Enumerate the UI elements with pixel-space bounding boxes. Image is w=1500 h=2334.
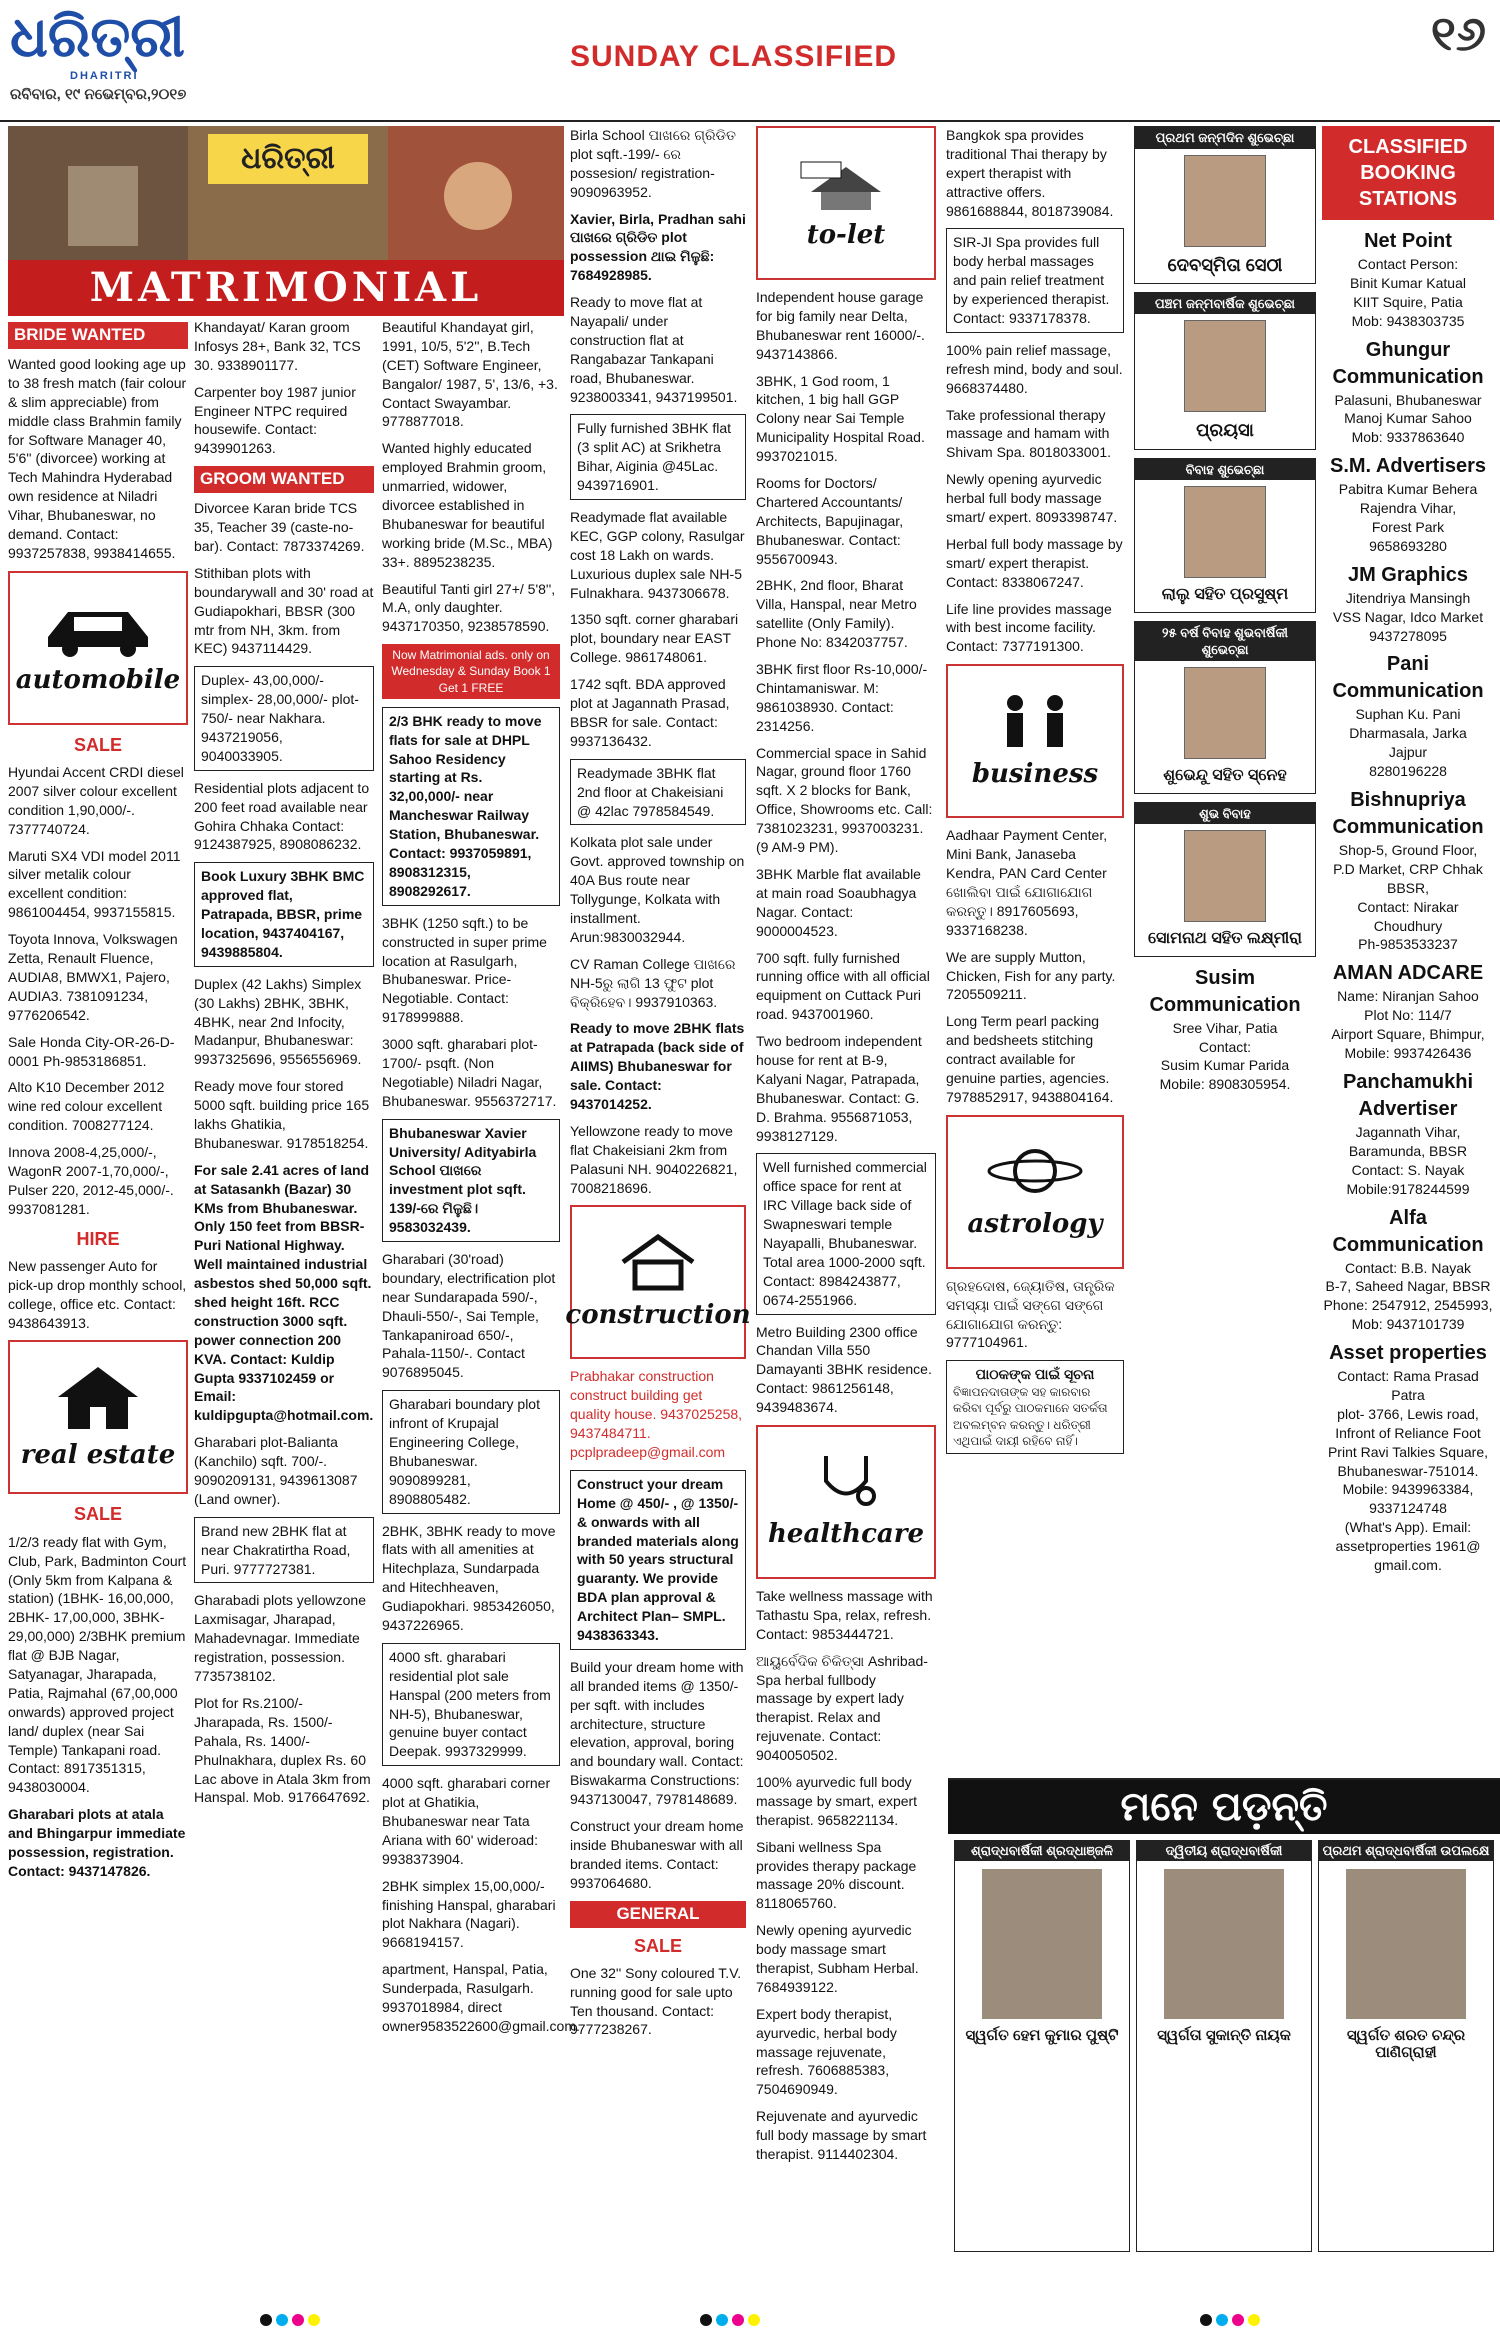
registration-dot-icon — [292, 2314, 304, 2326]
greeting-photo — [1184, 320, 1266, 412]
planet-icon — [985, 1141, 1085, 1201]
classified-ad: Sale Honda City-OR-26-D-0001 Ph-9853186851. — [8, 1033, 175, 1069]
boxed-ad: Bhubaneswar Xavier University/ Adityabirla School ପାଖରେ investment plot sqft. 139/-ରେ ମିଳୁଛି। 9583032439. — [382, 1119, 560, 1242]
remembrance-name: ସ୍ୱର୍ଗତା ସୁକାନ୍ତି ନାୟକ — [1157, 2027, 1291, 2044]
classified-ad: Aadhaar Payment Center, Mini Bank, Janaseba Kendra, PAN Card Center ଖୋଲିବା ପାଇଁ ଯୋଗାଯୋଗ କରନ୍ତୁ। 8917605693, 9337168238. — [946, 827, 1108, 938]
susim-person: Susim Kumar Parida — [1160, 1057, 1290, 1074]
susim-contact-label: Contact: — [1198, 1038, 1252, 1055]
remembrance-photo — [1164, 1869, 1284, 2019]
station-line: Plot No: 114/7 — [1364, 1007, 1452, 1024]
station-line: VSS Nagar, Idco Market — [1332, 608, 1484, 625]
classified-ad: 3BHK, 1 God room, 1 kitchen, 1 big hall GGP Colony near Sai Temple Municipality Hospital Road. 9937021015. — [756, 372, 925, 465]
greeting-photo — [1184, 830, 1266, 922]
house-outline-icon — [613, 1232, 703, 1292]
column-3 — [382, 318, 580, 2278]
business-label: business — [971, 758, 1099, 789]
boxed-ad: Gharabari boundary plot infront of Krupajal Engineering College, Bhubaneswar. 9090899281, 8908805482. — [382, 1390, 560, 1513]
classified-ad: 3BHK first floor Rs-10,000/- Chintamaniswar. M: 9861038930. Contact: 2314256. — [756, 661, 928, 734]
classified-ad: ଆୟୁର୍ବେଦିକ ଚିକିତ୍ସା Ashribad-Spa herbal fullbody massage by expert lady therapist. Relax and rejuvenate. Contact: 9040050502. — [756, 1652, 928, 1764]
classified-ad: Rejuvenate and ayurvedic full body massage by smart therapist. 9114402304. — [756, 2108, 927, 2163]
classified-ad: Herbal full body massage by smart/ expert therapist. Contact: 8338067247. — [946, 535, 1123, 590]
registration-dot-icon — [716, 2314, 728, 2326]
classified-ad: Duplex (42 Lakhs) Simplex (30 Lakhs) 2BHK, 3BHK, 4BHK, near 2nd Infocity, Madanpur, Bhubaneswar: 9937325696, 9556556969. — [194, 975, 362, 1068]
car-icon — [38, 597, 158, 657]
construction-label: construction — [565, 1299, 751, 1330]
print-registration-marks — [0, 2304, 1500, 2334]
column-6 — [946, 126, 1124, 1766]
boxed-ad: Construct your dream Home @ 450/- , @ 1350/- & onwards with all branded materials along with 50 years structural guaranty. We provide BDA plan approval & Architect Plan– SMPL. 9438363343. — [570, 1470, 746, 1650]
classified-ad: Divorcee Karan bride TCS 35, Teacher 39 (caste-no-bar). Contact: 7873374269. — [194, 500, 365, 554]
booking-station — [1322, 228, 1494, 331]
classified-ad: We are supply Mutton, Chicken, Fish for any party. 7205509211. — [946, 948, 1116, 1003]
greeting-photo — [1184, 155, 1266, 247]
remembrance-cards — [948, 1834, 1500, 2258]
page-number: ୧୬ — [1430, 6, 1486, 62]
remembrance-photo — [982, 1869, 1102, 2019]
classified-ad: 1742 sqft. BDA approved plot at Jagannath Prasad, BBSR for sale. Contact: 9937136432. — [570, 676, 730, 749]
classified-ad: 100% pain relief massage, refresh mind, body and soul. 9668374480. — [946, 341, 1123, 396]
station-name: Pani Communication — [1332, 653, 1484, 703]
astrology-category — [946, 1115, 1124, 1269]
station-line: Name: Niranjan Sahoo — [1337, 988, 1479, 1005]
classified-ad: apartment, Hanspal, Patia, Sunderpada, Rasulgarh. 9937018984, direct owner9583522600@gmail.com. — [382, 1961, 580, 2034]
boxed-ad: Well furnished commercial office space for rent at IRC Village back side of Swapneswari temple Nayapalli, Bhubaneswar. Total area 1000-2000 sqft. Contact: 8984243877, 0674-2551966. — [756, 1153, 936, 1314]
classified-ad: Metro Building 2300 office Chandan Villa 550 Damayanti 3BHK residence. Contact: 9861256148, 9439483674. — [756, 1323, 932, 1416]
automobile-label: automobile — [15, 665, 181, 696]
station-line: Contact Person: — [1357, 256, 1459, 272]
column-2 — [194, 318, 374, 2278]
station-line: Jagannath Vihar, — [1355, 1123, 1461, 1140]
registration-dot-icon — [260, 2314, 272, 2326]
registration-dot-icon — [1216, 2314, 1228, 2326]
classified-ad: Prabhakar construction construct building get quality house. 9437025258, 9437484711. pcplpradeep@gmail.com — [570, 1368, 743, 1460]
station-line: Mobile:9178244599 — [1346, 1180, 1470, 1197]
classified-ad: Toyota Innova, Volkswagen Zetta, Renault Fluence, AUDIA8, BMWX1, Pajero, AUDIA3. 7381091234, 9776206542. — [8, 931, 178, 1023]
classified-ad: Gharabari plots at atala and Bhingarpur immediate possession, registration. Contact: 9437147826. — [8, 1806, 186, 1879]
station-line: Mobile: 9439963384, — [1342, 1481, 1474, 1498]
real-estate-category — [8, 1340, 188, 1494]
classified-ad: Alto K10 December 2012 wine red colour excellent condition. 7008277124. — [8, 1079, 165, 1134]
susim-mobile: Mobile: 8908305954. — [1159, 1076, 1291, 1093]
station-name: Asset properties — [1329, 1342, 1487, 1365]
classified-ad: 3BHK (1250 sqft.) to be constructed in super prime location at Rasulgarh, Bhubaneswar. Price-Negotiable. Contact: 9178999888. — [382, 914, 547, 1026]
classified-ad: Hyundai Accent CRDI diesel 2007 silver colour excellent condition 1,90,000/-. 7377740724. — [8, 764, 184, 837]
station-name: JM Graphics — [1347, 563, 1469, 586]
registration-dot-icon — [748, 2314, 760, 2326]
column-4 — [565, 126, 751, 2276]
booking-station — [1322, 1069, 1494, 1199]
reader-notice — [946, 1360, 1124, 1454]
automobile-sale-heading: SALE — [73, 734, 122, 755]
matrimonial-title: MATRIMONIAL — [8, 260, 564, 316]
boxed-ad: SIR-JI Spa provides full body herbal massages and pain relief treatment by experienced therapist. Contact: 9337178378. — [946, 228, 1124, 332]
matrimonial-banner — [8, 126, 564, 316]
hire-heading: HIRE — [76, 1228, 120, 1249]
station-line: Print Ravi Talkies Square, — [1327, 1443, 1489, 1460]
remembrance-card — [954, 1840, 1130, 2252]
remembrance-card-heading: ଶ୍ରାଦ୍ଧବାର୍ଷିକୀ ଶ୍ରଦ୍ଧାଞ୍ଜଳି — [955, 1841, 1129, 1861]
remembrance-title: ମନେ ପଡ଼ନ୍ତି — [948, 1780, 1500, 1834]
booking-station — [1322, 453, 1494, 556]
remembrance-card — [1136, 1840, 1312, 2252]
classified-ad: Readymade flat available KEC, GGP colony, Rasulgar cost 18 Lakh on wards. Luxurious duplex sale NH-5 Fulnakhara. 9437306678. — [570, 509, 745, 601]
boxed-ad: 4000 sft. gharabari residential plot sale Hanspal (200 meters from NH-5), Bhubaneswar, genuine buyer contact Deepak. 9937329999. — [382, 1643, 560, 1766]
classified-ad: 3000 sqft. gharabari plot- 1700/- psqft. (Non Negotiable) Niladri Nagar, Bhubaneswar. 9556372717. — [382, 1036, 557, 1109]
registration-dot-icon — [700, 2314, 712, 2326]
column-7 — [1134, 126, 1316, 1766]
greeting-name: ଦେବସ୍ମିତା ସେଠୀ — [1167, 254, 1283, 275]
station-line: Contact: Rama Prasad Patra — [1337, 1368, 1479, 1403]
classified-ad: Commercial space in Sahid Nagar, ground floor 1760 sqft. X 2 blocks for Bank, Office, Showrooms etc. Call: 7381023231, 9937003231. (9 AM-9 PM). — [756, 744, 933, 856]
classified-ad: CV Raman College ପାଖରେ NH-5ରୁ ଲାଗି 13 ଫୁଟ plot ବିକ୍ରିହେବ। 9937910363. — [570, 955, 736, 1010]
classified-ad: Maruti SX4 VDI model 2011 silver metalik colour excellent condition: 9861004454, 9937155815. — [8, 847, 181, 921]
classified-ad: Take professional therapy massage and hamam with Shivam Spa. 8018033001. — [946, 406, 1112, 461]
greeting-heading: ପଞ୍ଚମ ଜନ୍ମବାର୍ଷିକ ଶୁଭେଚ୍ଛା — [1135, 293, 1315, 315]
station-line: KIIT Squire, Patia — [1353, 293, 1463, 310]
station-line: 8280196228 — [1369, 763, 1447, 780]
station-line: Infront of Reliance Foot — [1335, 1424, 1481, 1441]
construction-category — [565, 1205, 751, 1359]
booking-station — [1322, 960, 1494, 1063]
classified-ad: Gharabadi plots yellowzone Laxmisagar, Jharapad, Mahadevnagar. Immediate registration, possession. 7735738102. — [194, 1592, 366, 1685]
station-line: Phone: 2547912, 2545993, — [1323, 1297, 1493, 1314]
registration-dot-icon — [308, 2314, 320, 2326]
classified-ad: 4000 sqft. gharabari corner plot at Ghatikia, Bhubaneswar near Tata Ariana with 60' wideroad: 9938373904. — [382, 1775, 551, 1867]
greeting-heading: ଶୁଭ ବିବାହ — [1135, 803, 1315, 825]
classified-ad: Residential plots adjacent to 200 feet road available near Gohira Chhaka Contact: 9124387925, 8908086232. — [194, 779, 370, 853]
greeting-heading: ୨୫ ବର୍ଷ ବିବାହ ଶୁଭବାର୍ଷିକୀ ଶୁଭେଚ୍ଛା — [1135, 622, 1315, 661]
boxed-ad: Duplex- 43,00,000/- simplex- 28,00,000/- plot-750/- near Nakhara. 9437219056, 9040033905. — [194, 666, 374, 770]
booking-station — [1322, 562, 1494, 646]
bride-wanted-heading: BRIDE WANTED — [8, 322, 188, 349]
booking-station — [1322, 651, 1494, 781]
classified-ad: Construct your dream home inside Bhubaneswar with all branded items. Contact: 9937064680. — [570, 1818, 744, 1891]
classified-ad: 700 sqft. fully furnished running office with all official equipment on Cuttack Puri road. 9437001960. — [756, 949, 930, 1023]
registration-dot-icon — [732, 2314, 744, 2326]
classified-ad: Life line provides massage with best income facility. Contact: 7377191300. — [946, 600, 1112, 655]
groom-wanted-heading: GROOM WANTED — [194, 466, 374, 493]
remembrance-photo — [1346, 1869, 1466, 2019]
classified-ad: 100% ayurvedic full body massage by smart, expert therapist. 9658221134. — [756, 1774, 918, 1828]
newspaper-logo-sub: DHARITRI — [70, 70, 139, 82]
classified-ad: Gharabari (30'road) boundary, electrification plot near Sundarapada 590/-, Dhauli-550/-, Sai Temple, Tankapaniroad 650/-, Pahala-1150/-. Contact 9076895045. — [382, 1250, 556, 1381]
classified-ad: Independent house garage for big family near Delta, Bhubaneswar rent 16000/-. 9437143866. — [756, 289, 925, 362]
station-name: Panchamukhi Advertiser — [1342, 1070, 1474, 1120]
column-5 — [756, 126, 936, 2276]
station-name: Alfa Communication — [1332, 1206, 1484, 1256]
station-line: 9337124748 — [1369, 1500, 1447, 1517]
registration-dot-icon — [1200, 2314, 1212, 2326]
astrology-label: astrology — [967, 1209, 1103, 1240]
station-line: Ph-9853533237 — [1358, 936, 1458, 953]
boxed-ad: Brand new 2BHK flat at near Chakratirtha Road, Puri. 9777727381. — [194, 1517, 374, 1584]
classified-ad: Take wellness massage with Tathastu Spa, relax, refresh. Contact: 9853444721. — [756, 1587, 933, 1642]
station-name: Bishnupriya Communication — [1332, 789, 1484, 839]
station-line: B-7, Saheed Nagar, BBSR — [1325, 1278, 1491, 1295]
classified-ad: 3BHK Marble flat available at main road Soaubhagya Nagar. Contact: 9000004523. — [756, 865, 921, 939]
real-estate-sale-heading: SALE — [73, 1504, 122, 1525]
dateline: ରବିବାର, ୧୯ ନଭେମ୍ବର,୨୦୧୭ — [10, 86, 187, 103]
classified-ad: Rooms for Doctors/ Chartered Accountants/ Architects, Bapujinagar, Bhubaneswar. Contact: 9556700943. — [756, 475, 904, 567]
greeting-card — [1134, 621, 1316, 794]
station-line: 9658693280 — [1369, 537, 1447, 554]
station-name: Ghungur Communication — [1332, 338, 1484, 388]
to-let-sign-icon — [791, 152, 901, 212]
remembrance-card-heading: ପ୍ରଥମ ଶ୍ରାଦ୍ଧବାର୍ଷିକୀ ଉପଲକ୍ଷେ — [1319, 1841, 1493, 1861]
stethoscope-icon — [806, 1451, 886, 1511]
classified-ad: Beautiful Khandayat girl, 1991, 10/5, 5'2'', B.Tech (CET) Software Engineer, Bangalor/ 1987, 5', 13/6, +3. Contact Swayambar. 9778877018. — [382, 319, 558, 430]
station-line: Manoj Kumar Sahoo — [1344, 410, 1472, 427]
classified-ad: Long Term pearl packing and bedsheets stitching contract available for genuine parties, agencies. 7978852917, 9438804164. — [946, 1013, 1114, 1105]
classified-ad: Yellowzone ready to move flat Chakeisiani 2km from Palasuni NH. 9040226821, 7008218696. — [570, 1122, 738, 1196]
classified-ad: 1350 sqft. corner gharabari plot, boundary near EAST College. 9861748061. — [570, 611, 739, 666]
classified-ad: Kolkata plot sale under Govt. approved township on 40A Bus route near Tollygunge, Kolkata with installment. Arun:9830032944. — [570, 834, 745, 945]
business-people-icon — [985, 691, 1085, 751]
greeting-card — [1134, 458, 1316, 613]
station-line: Jitendriya Mansingh — [1345, 589, 1471, 606]
station-line: Contact: B.B. Nayak — [1344, 1259, 1472, 1276]
station-line: Forest Park — [1371, 519, 1445, 536]
greeting-name: ଶୁଭେନ୍ଦୁ ସହିତ ସ୍ନେହ — [1163, 766, 1287, 784]
station-line: Mobile: 9937426436 — [1344, 1045, 1472, 1062]
classified-ad: 1/2/3 ready flat with Gym, Club, Park, Badminton Court (Only 5km from Kalpana & station) (1BHK- 16,00,000, 2BHK- 17,00,000, 3BHK- 29,00,000) 2/3BHK premium flat @ BJB Nagar, Satyanagar, Jharapada, Patia, Rajmahal (67,00,000 onwards) approved project land/ duplex (near Sai Temple) Tankapani road. Contact: 8917351315, 9438030004. — [8, 1533, 187, 1796]
station-line: Pabitra Kumar Behera — [1338, 481, 1478, 498]
classified-ad: Beautiful Tanti girl 27+/ 5'8'', M.A, only daughter. 9437170350, 9238578590. — [382, 580, 556, 635]
station-line: 9437278095 — [1369, 627, 1447, 644]
station-line: Mob: 9438303735 — [1351, 312, 1465, 329]
house-icon — [48, 1362, 148, 1432]
general-heading: GENERAL — [570, 1901, 746, 1928]
remembrance-card-heading: ଦ୍ୱିତୀୟ ଶ୍ରାଦ୍ଧବାର୍ଷିକୀ — [1137, 1841, 1311, 1861]
greeting-photo — [1184, 486, 1266, 578]
station-line: (What's App). Email: — [1344, 1519, 1472, 1536]
station-line: plot- 3766, Lewis road, — [1337, 1405, 1479, 1422]
booking-station — [1322, 1340, 1494, 1575]
station-line: gmail.com. — [1374, 1556, 1442, 1573]
boxed-ad: 2/3 BHK ready to move flats for sale at DHPL Sahoo Residency starting at Rs. 32,00,000/- near Mancheswar Railway Station, Bhubaneswar. Contact: 9937059891, 8908312315, 8908292617. — [382, 707, 560, 906]
classified-ad: ଗ୍ରହଦୋଷ, ଜ୍ୟୋତିଷ, ତାନ୍ତ୍ରିକ ସମସ୍ୟା ପାଇଁ ସଙ୍ଗେ ସଙ୍ଗେ ଯୋଗାଯୋଗ କରନ୍ତୁ: 9777104961. — [946, 1277, 1115, 1351]
matrimonial-notice: Now Matrimonial ads. only on Wednesday & Sunday Book 1 Get 1 FREE — [382, 644, 560, 699]
masthead — [0, 0, 1500, 122]
greeting-card — [1134, 802, 1316, 957]
greeting-heading: ପ୍ରଥମ ଜନ୍ମଦିନ ଶୁଭେଚ୍ଛା — [1135, 127, 1315, 149]
station-line: Jajpur — [1388, 744, 1428, 761]
classified-ad: Build your dream home with all branded items @ 1350/- per sqft. with includes architecture, structure elevation, approval, boring and boundary wall. Contact: Biswakarma Constructions: 9437130047, 7978148689. — [570, 1658, 744, 1808]
classified-ad: Expert body therapist, ayurvedic, herbal body massage rejuvenate, refresh. 7606885383, 7504690949. — [756, 2005, 897, 2098]
remembrance-card — [1318, 1840, 1494, 2252]
susim-name: Susim Communication — [1149, 966, 1301, 1016]
susim-communication-ad — [1134, 965, 1316, 1095]
classified-ad: Ready to move flat at Nayapali/ under construction flat at Rangabazar Tankapani road, Bhubaneswar. 9238003341, 9437199501. — [570, 294, 738, 405]
remembrance-name: ସ୍ୱର୍ଗତ ହେମ କୁମାର ପୁଷ୍ଟି — [965, 2027, 1119, 2044]
greeting-card — [1134, 126, 1316, 284]
station-line: Palasuni, Bhubaneswar — [1334, 391, 1482, 408]
station-line: BBSR, — [1386, 879, 1429, 896]
station-name: Net Point — [1364, 230, 1452, 252]
boxed-ad: Readymade 3BHK flat 2nd floor at Chakeisiani @ 42lac 7978584549. — [570, 759, 746, 826]
booking-stations-heading: CLASSIFIED BOOKING STATIONS — [1322, 126, 1494, 220]
station-line: Bhubaneswar-751014. — [1337, 1462, 1479, 1479]
boxed-ad: Book Luxury 3BHK BMC approved flat, Patrapada, BBSR, prime location, 9437404167, 9439885804. — [194, 862, 374, 966]
classified-ad: Wanted highly educated employed Brahmin groom, unmarried, widower, divorcee established in Bhubaneswar for beautiful working bride (M.Sc., MBA) 33+. 8895238235. — [382, 440, 553, 570]
classified-ad: For sale 2.41 acres of land at Satasankh (Bazar) 30 KMs from Bhubaneswar. Only 150 feet from BBSR-Puri National Highway. Well maintained industrial asbestos shed 50,000 sqft. shed height 16ft. RCC construction 3000 sqft. power connection 200 KVA. Contact: Kuldip Gupta 9337102459 or Email: kuldipgupta@hotmail.com. — [194, 1161, 374, 1424]
matrimonial-brand: ଧରିତ୍ରୀ — [208, 134, 368, 184]
reader-notice-body: ବିଜ୍ଞାପନଦାତାଙ୍କ ସହ କାରବାର କରିବା ପୂର୍ବରୁ ପାଠକମାନେ ସତର୍କତା ଅବଲମ୍ବନ କରନ୍ତୁ। ଧରିତ୍ରୀ ଏଥିପାଇଁ ଦାୟୀ ରହିବେ ନାହିଁ। — [953, 1385, 1108, 1448]
classified-ad: Birla School ପାଖରେ ଗ୍ରିଡିତ plot sqft.-199/- ରେ possesion/ registration- 9090963952. — [570, 127, 736, 200]
remembrance-banner — [948, 1778, 1500, 2290]
classified-ad: 2BHK simplex 15,00,000/- finishing Hanspal, gharabari plot Nakhara (Nagari). 9668194157. — [382, 1877, 556, 1951]
column-1 — [8, 318, 188, 2278]
greeting-photo — [1184, 667, 1266, 759]
classified-ad: One 32'' Sony coloured T.V. running good for sale upto Ten thousand. Contact: 9777238267. — [570, 1964, 742, 2038]
station-line: Binit Kumar Katual — [1350, 274, 1466, 291]
station-line: Contact: S. Nayak — [1351, 1161, 1465, 1178]
registration-dot-icon — [276, 2314, 288, 2326]
classified-ad: Wanted good looking age up to 38 fresh match (fair colour & slim appreciable) from middle class Brahmin family for Software Manager 40, 5'6'' (divorcee) working at Tech Mahindra Hyderabad own residence at Niladri Vihar, Bhubaneswar, no demand. Contact: 9937257838, 9938414655. — [8, 355, 187, 561]
classified-ad: Xavier, Birla, Pradhan sahi ପାଖରେ ଗ୍ରିଡିତ plot possession ଥାଇ ମିଳୁଛି: 7684928985. — [570, 210, 746, 284]
business-category — [946, 664, 1124, 818]
classified-ad: Khandayat/ Karan groom Infosys 28+, Bank 32, TCS 30. 9338901177. — [194, 319, 361, 373]
boxed-ad: Fully furnished 3BHK flat (3 split AC) at Srikhetra Bihar, Aiginia @45Lac. 9439716901. — [570, 414, 746, 500]
classified-ad: 2BHK, 2nd floor, Bharat Villa, Hanspal, near Metro satellite (Only Family). Phone No: 8342037757. — [756, 577, 917, 651]
real-estate-label: real estate — [20, 1439, 176, 1470]
classified-ad: Ready move four stored 5000 sqft. building price 165 lakhs Ghatikia, Bhubaneswar. 9178518254. — [194, 1078, 370, 1151]
reader-notice-heading: ପାଠକଙ୍କ ପାଇଁ ସୂଚନା — [975, 1366, 1095, 1383]
classified-ad: Two bedroom independent house for rent at B-9, Kalyani Nagar, Patrapada, Bhubaneswar. Contact: G. D. Brahma. 9556871053, 9938127129. — [756, 1033, 922, 1144]
greeting-name: ଲାଲୁ ସହିତ ପ୍ରସୁଷ୍ମ — [1161, 586, 1289, 604]
classified-ad: Carpenter boy 1987 junior Engineer NTPC required housewife. Contact: 9439901263. — [194, 383, 356, 457]
classified-ad: Plot for Rs.2100/- Jharapada, Rs. 1500/- Pahala, Rs. 1400/- Phulnakhara, duplex Rs. 60 Lac above in Atala 3km from Hanspal. Mob. 9176647692. — [194, 1694, 371, 1806]
classified-ad: Stithiban plots with boundarywall and 30' road at Gudiapokhari, BBSR (300 mtr from NH, 3km. from KEC) 9437114429. — [194, 564, 374, 657]
station-line: Mob: 9337863640 — [1351, 429, 1465, 446]
general-sale-heading: SALE — [633, 1935, 682, 1956]
to-let-category — [756, 126, 936, 280]
station-name: S.M. Advertisers — [1330, 455, 1486, 478]
station-line: Baramunda, BBSR — [1348, 1142, 1468, 1159]
registration-dot-icon — [1232, 2314, 1244, 2326]
booking-station — [1322, 1205, 1494, 1335]
station-line: Contact: Nirakar Choudhury — [1357, 898, 1459, 934]
to-let-label: to-let — [806, 220, 886, 251]
automobile-category — [8, 571, 188, 725]
healthcare-category — [756, 1425, 936, 1579]
booking-station — [1322, 787, 1494, 954]
station-name: AMAN ADCARE — [1332, 962, 1484, 985]
classified-ad: New passenger Auto for pick-up drop monthly school, college, office etc. Contact: 9438643913. — [8, 1257, 187, 1331]
section-title: SUNDAY CLASSIFIED — [570, 40, 898, 73]
newspaper-logo: ଧରିତ୍ରୀ — [10, 4, 185, 70]
station-line: P.D Market, CRP Chhak — [1333, 860, 1483, 877]
classified-ad: Bangkok spa provides traditional Thai therapy by expert therapist with attractive offers. 9861688844, 8018739084. — [946, 127, 1114, 219]
greeting-card — [1134, 292, 1316, 450]
classified-ad: Ready to move 2BHK flats at Patrapada (back side of AIIMS) Bhubaneswar for sale. Contact: 9437014252. — [570, 1020, 745, 1112]
greeting-heading: ବିବାହ ଶୁଭେଚ୍ଛା — [1135, 459, 1315, 481]
classified-ad: Innova 2008-4,25,000/-, WagonR 2007-1,70,000/-, Pulser 220, 2012-45,000/-. 9937081281. — [8, 1144, 174, 1217]
classified-ad: Sibani wellness Spa provides therapy package massage 20% discount. 8118065760. — [756, 1838, 917, 1912]
station-line: Suphan Ku. Pani — [1355, 706, 1461, 723]
healthcare-label: healthcare — [768, 1519, 924, 1550]
classified-ad: Gharabari plot-Balianta (Kanchilo) sqft. 700/-. 9090209131, 9439613087 (Land owner). — [194, 1434, 358, 1507]
booking-station — [1322, 337, 1494, 448]
susim-address: Sree Vihar, Patia — [1172, 1019, 1278, 1036]
station-line: Mob: 9437101739 — [1351, 1316, 1465, 1333]
greeting-name: ସୋମନାଥ ସହିତ ଲକ୍ଷ୍ମୀରା — [1148, 930, 1302, 948]
column-8 — [1322, 126, 1494, 1766]
station-line: Dharmasala, Jarka — [1349, 725, 1467, 742]
station-line: Shop-5, Ground Floor, — [1338, 842, 1478, 859]
greeting-name: ପ୍ରୟସା — [1196, 420, 1254, 441]
classified-ad: Newly opening ayurvedic herbal full body massage smart/ expert. 8093398747. — [946, 471, 1118, 526]
station-line: assetproperties 1961@ — [1335, 1538, 1481, 1555]
remembrance-name: ସ୍ୱର୍ଗତ ଶରତ ଚନ୍ଦ୍ର ପାଣିଗ୍ରାହୀ — [1346, 2027, 1466, 2061]
classified-ad: 2BHK, 3BHK ready to move flats with all amenities at Hitechplaza, Sundarpada and Hitechheaven, Gudiapokhari. 9853426050, 9437226965. — [382, 1522, 556, 1633]
registration-dot-icon — [1248, 2314, 1260, 2326]
classified-ad: Newly opening ayurvedic body massage smart therapist, Subham Herbal. 7684939122. — [756, 1922, 919, 1995]
station-line: Rajendra Vihar, — [1359, 500, 1457, 517]
station-line: Airport Square, Bhimpur, — [1331, 1026, 1485, 1043]
